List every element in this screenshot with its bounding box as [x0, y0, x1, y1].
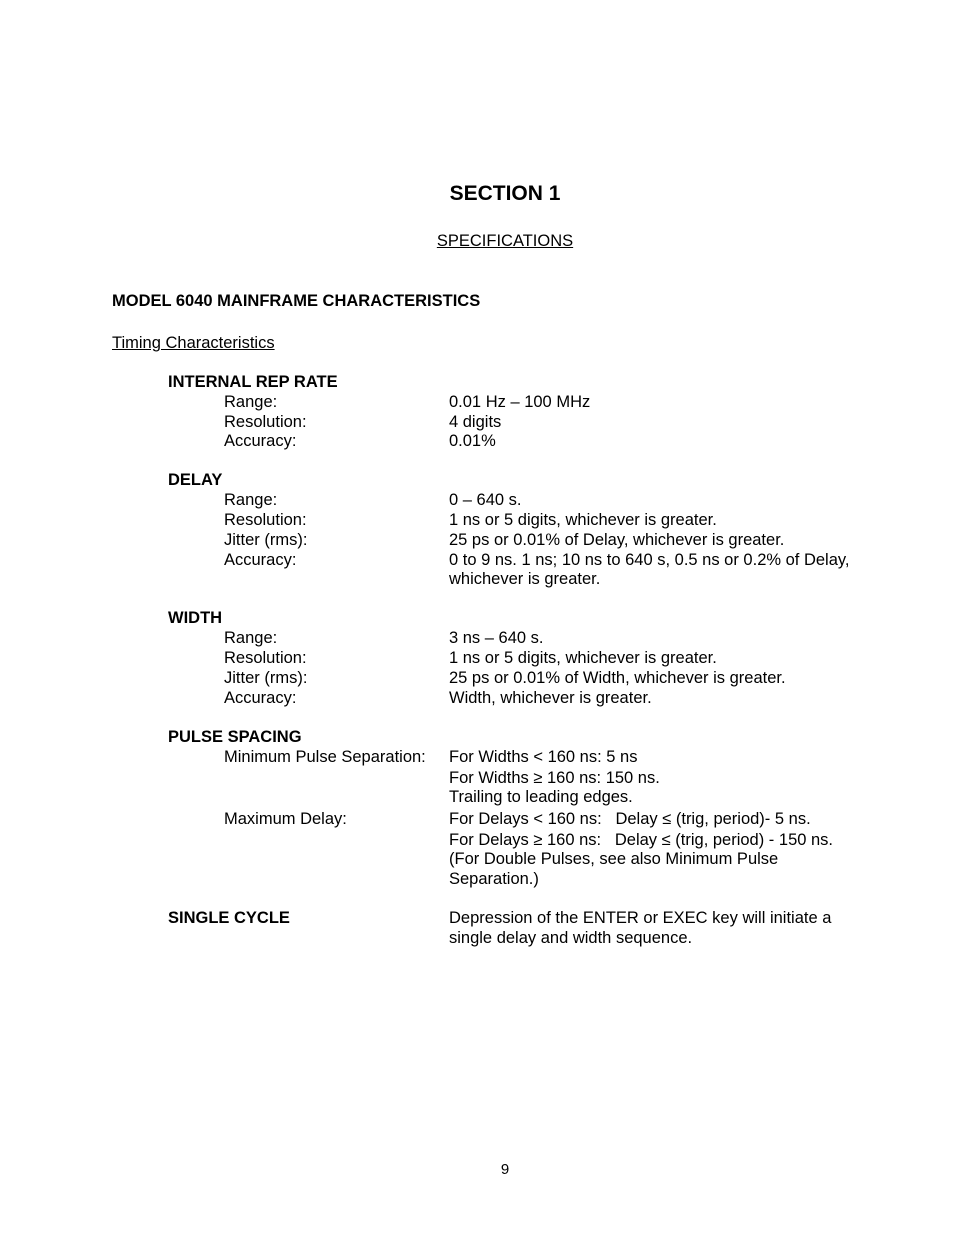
spec-value: single delay and width sequence. — [449, 929, 693, 947]
spec-label: Jitter (rms): — [224, 669, 308, 687]
spec-value: 0 to 9 ns. 1 ns; 10 ns to 640 s, 0.5 ns or 0.2% of Delay, — [449, 551, 850, 569]
pulse-spacing-heading: PULSE SPACING — [168, 728, 302, 746]
delay-heading: DELAY — [168, 471, 223, 489]
spec-value: Separation.) — [449, 870, 539, 888]
spec-value: 0.01 Hz – 100 MHz — [449, 393, 591, 411]
spec-label: Resolution: — [224, 511, 307, 529]
width-heading: WIDTH — [168, 609, 223, 627]
specifications-heading: SPECIFICATIONS — [436, 232, 574, 250]
spec-value-continued: whichever is greater. — [449, 570, 601, 588]
page-number: 9 — [500, 1161, 510, 1178]
spec-value: Trailing to leading edges. — [449, 788, 633, 806]
model-heading: MODEL 6040 MAINFRAME CHARACTERISTICS — [112, 292, 481, 310]
spec-value: 3 ns – 640 s. — [449, 629, 544, 647]
spec-value: 4 digits — [449, 413, 502, 431]
spec-value: For Widths ≥ 160 ns: 150 ns. — [449, 769, 660, 787]
spec-value: (For Double Pulses, see also Minimum Pulse — [449, 850, 779, 868]
spec-label: Range: — [224, 629, 278, 647]
spec-label: Accuracy: — [224, 689, 297, 707]
spec-label: Maximum Delay: — [224, 810, 347, 828]
spec-label: Range: — [224, 393, 278, 411]
spec-label: Resolution: — [224, 413, 307, 431]
spec-label: Range: — [224, 491, 278, 509]
spec-label: Resolution: — [224, 649, 307, 667]
spec-value: Depression of the ENTER or EXEC key will initiate a — [449, 909, 832, 927]
spec-value: 1 ns or 5 digits, whichever is greater. — [449, 649, 717, 667]
spec-label: Accuracy: — [224, 432, 297, 450]
spec-value: Width, whichever is greater. — [449, 689, 652, 707]
spec-label: Jitter (rms): — [224, 531, 308, 549]
internal-rep-rate-heading: INTERNAL REP RATE — [168, 373, 338, 391]
spec-label: Minimum Pulse Separation: — [224, 748, 426, 766]
timing-characteristics-heading: Timing Characteristics — [112, 334, 275, 352]
spec-value: 25 ps or 0.01% of Delay, whichever is greater. — [449, 531, 785, 549]
spec-label: Accuracy: — [224, 551, 297, 569]
spec-value: 0.01% — [449, 432, 496, 450]
section-title: SECTION 1 — [449, 182, 561, 205]
spec-value: 0 – 640 s. — [449, 491, 522, 509]
spec-value: 25 ps or 0.01% of Width, whichever is greater. — [449, 669, 786, 687]
single-cycle-heading: SINGLE CYCLE — [168, 909, 290, 927]
spec-value: 1 ns or 5 digits, whichever is greater. — [449, 511, 717, 529]
spec-value: For Delays < 160 ns: Delay ≤ (trig, period)- 5 ns. — [449, 810, 811, 828]
spec-value: For Delays ≥ 160 ns: Delay ≤ (trig, period) - 150 ns. — [449, 831, 834, 849]
spec-value: For Widths < 160 ns: 5 ns — [449, 748, 638, 766]
